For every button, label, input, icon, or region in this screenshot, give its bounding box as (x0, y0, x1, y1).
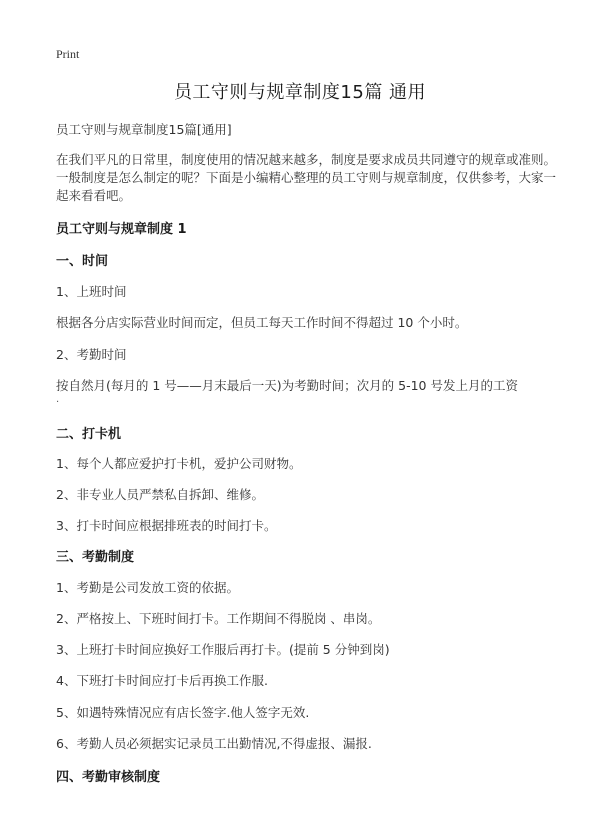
list-item: 3、打卡时间应根据排班表的时间打卡。 (56, 518, 277, 533)
section-heading-punch-clock: 二、打卡机 (56, 427, 122, 442)
section-heading-attendance-review: 四、考勤审核制度 (56, 770, 161, 785)
list-item: 4、下班打卡时间应打卡后再换工作服. (56, 673, 268, 688)
print-label[interactable]: Print (56, 47, 80, 61)
document-subtitle: 员工守则与规章制度15篇[通用] (56, 122, 232, 137)
list-item: 6、考勤人员必须据实记录员工出勤情况,不得虚报、漏报. (56, 736, 372, 751)
list-item: 1、每个人都应爱护打卡机，爱护公司财物。 (56, 456, 302, 471)
continuation-mark: . (56, 394, 60, 405)
list-item: 1、考勤是公司发放工资的依据。 (56, 580, 239, 595)
list-item: 1、上班时间 (56, 284, 127, 299)
list-item: 3、上班打卡时间应换好工作服后再打卡。(提前 5 分钟到岗) (56, 642, 390, 657)
list-item: 5、如遇特殊情况应有店长签字.他人签字无效. (56, 705, 310, 720)
list-item: 按自然月(每月的 1 号——月末最后一天)为考勤时间；次月的 5-10 号发上月的工资 (56, 378, 518, 393)
section-heading-attendance: 三、考勤制度 (56, 550, 135, 565)
document-heading: 员工守则与规章制度 1 (56, 222, 187, 237)
list-item: 2、非专业人员严禁私自拆卸、维修。 (56, 487, 264, 502)
document-title: 员工守则与规章制度15篇 通用 (173, 82, 427, 103)
intro-paragraph: 在我们平凡的日常里，制度使用的情况越来越多，制度是要求成员共同遵守的规章或准则。一般制度是怎么制定的呢？下面是小编精心整理的员工守则与规章制度，仅供参考，大家一起来看看吧。 (56, 152, 557, 203)
list-item: 根据各分店实际营业时间而定，但员工每天工作时间不得超过 10 个小时。 (56, 315, 468, 330)
list-item: 2、考勤时间 (56, 347, 127, 362)
section-heading-time: 一、时间 (56, 254, 109, 269)
list-item: 2、严格按上、下班时间打卡。工作期间不得脱岗 、串岗。 (56, 611, 381, 626)
